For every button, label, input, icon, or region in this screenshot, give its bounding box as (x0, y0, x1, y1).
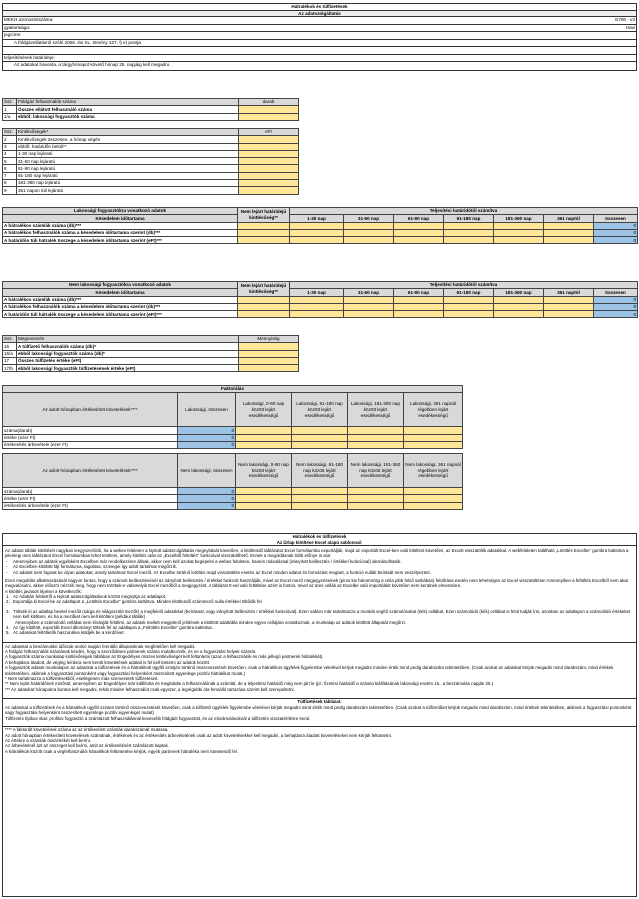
legal-value-row (2, 40, 637, 48)
table-row: A hátralékos számlák száma (db)*** 0 (4, 296, 637, 302)
input-cell[interactable] (292, 495, 348, 502)
input-cell[interactable] (239, 136, 299, 143)
table-row: 9 361 napon túli lejáratú (3, 187, 299, 194)
list-item: - Amennyiben az adatok egyébként Excelben már rendelkezésre állnak, akkor nem kell azokat begépelni a webes felületen, hanem másolással (irányított beillesztés / értékkel funkcióval) idemásolhatók. (6, 558, 402, 564)
input-cell[interactable] (544, 237, 594, 244)
input-cell[interactable] (290, 303, 344, 310)
input-cell[interactable] (239, 357, 299, 364)
input-cell[interactable] (348, 434, 404, 441)
intro-paragraph: Az adatot tábláit kitöltését nagyban leegyszerűsíti, ha a webes felületen a Nyitott adatszolgáltatás megnyitását követően, a kitöltendő táblázatot Excel formátumba exportálják, majd az exportált Excel-ben való kitöltést követően, az Excelt visszatöltik adatokkal. A webfelületen található „Letöltés Excelbe" gombra kattintva a jelenlegi üres táblázatot Excel formátumban lehet letölteni, amely kitöltés után az „Excelből feltöltés" funkcióval visszatölthető. Ennek a megoldásnak több előnye is van: (5, 548, 629, 559)
table-row: száma(darab) 0 (3, 427, 463, 434)
list-item: 1. Az Adattári felületről a Nyitott adatszolgáltatások között megnyitja az adatlapot. (6, 594, 167, 599)
factoring-title: Faktorálás (3, 386, 463, 393)
period-label: gyakorisága: (4, 24, 31, 30)
table-row: értékesítés árbevétele (ezer Ft) 0 (3, 502, 463, 509)
total-cell: 0 (594, 303, 638, 310)
table-row: 1/a ebből: lakossági fogyasztók száma (3, 113, 299, 120)
notes-block: Az adatokat a beszámolási időszak utolsó napján fennálló állapotoknak megfelelően kell megadni. A földgáz felhasználók számának kérdés, hogy a szerződéses partnerek száma mutatkozzék, és ne a fogyasztási helyek számát. A fogyasztók száma munkalap kintlévőségek táblában az Engedélyes összes kintlévőségét kell feltüntetni (azaz a felhasználók és más jellegű partnerek hátralékát). A behajtásra átadott, de végleg leírásra nem került követelések adatait is fel kell tüntetni az adatok között. A fogyasztók adatok munkalapon az adatokat a túlfizetések és a hátralékok ügyfél szintjén történő összevezetését követően, csak a hátralékos ügyfelek figyelembe vételével kérjük megadni minden érték mind pedig darabszám tekintetében. (Csak azokat az adatokat kérjük megadni mind darabszám, mind értékek tekintetében, akiknek a fogyasztási pontonként vagy fogyasztási helyenként összesített egyenlege pozitív hátralékot mutat.) * Nem tartalmazza a túlfizetésekből, esetlegesen más szervezetek túlfizetéseit. ** Nem lejárt határidőnek minősül, amennyiben az Engedélyes már kiállította és megküldte a felhasználónak a számlát, de a teljesítési határidő még nem járt le (pl.: fizetési határidő a számla kiállításának lakossági esetén 15., a beszámolás napján 25.) *** Az adatokat hónapokra bontva kell megadni, tehát minden felhasználót csak egyszer, a legrégebbi óta fennálló tartozása szerint kell szerepeltetni. (3, 642, 636, 692)
table-row: A hátralékos felhasználók száma a késedelem időtartama szerint (db)*** 0 (4, 304, 637, 310)
legal-value: A földgázellátásról szóló 2008. évi XL. törvény 127. § e) pontja (14, 39, 141, 45)
deadline-value-row (2, 62, 637, 71)
period-value: Havi (625, 24, 635, 30)
input-cell[interactable] (544, 311, 594, 318)
input-cell[interactable] (236, 495, 292, 502)
input-cell[interactable] (348, 441, 404, 448)
input-cell[interactable] (290, 237, 344, 244)
input-cell[interactable] (404, 441, 463, 448)
input-cell[interactable] (544, 229, 594, 236)
input-cell[interactable] (344, 229, 394, 236)
list-item: 4. Az így kitöltött, exportált Excel állományt töltsék fel az adatlapra a „Feltöltés Excelbe" gombra kattintva. (6, 624, 213, 630)
input-cell[interactable] (444, 311, 494, 318)
input-cell[interactable] (394, 303, 444, 310)
form-subtitle: Az adatszolgáltatás (2, 10, 637, 17)
input-cell[interactable] (444, 296, 494, 303)
table-row: A határidőn túli hátralék összege a késedelem időtartama szerint (eFt)*** 0 (4, 237, 637, 243)
total-cell: 0 (594, 311, 638, 318)
input-cell[interactable] (236, 502, 292, 509)
list-item: - Az adatok nem fognak be olyan adatokat, amely tartalmaz Excel mezőt. Az Excelbe történő letöltés majd visszatöltés esetén az Excel minden adatot és formázást megtart, a funkció nullák beírását nem veszélyezteti. (6, 569, 431, 575)
nonresidential-arrears-table: Nem lakossági fogyasztókra vonatkozó adatok Nem lejárt határidejű kintlévőség** Teljesítési határidőtől számítva Késedelem időtartama 1-30 nap 31-60 nap 61-90 nap 91-180 nap 181-360 nap 361 naptól összesen A hátralékos számlák száma (db)*** 0 A hátralékos felhasználók száma a késedelem időtartama szerint (db)*** 0 A határidőn túli hátralék összege a késedelem időtartama szerint (eFt)*** 0 (4, 282, 637, 317)
input-cell[interactable] (494, 222, 544, 229)
input-cell[interactable] (404, 502, 463, 509)
input-cell[interactable] (494, 237, 544, 244)
input-cell[interactable] (344, 237, 394, 244)
input-cell[interactable] (544, 222, 594, 229)
col-sor: Ssz. (3, 99, 17, 106)
table-row: száma(darab) 0 (3, 488, 463, 495)
input-cell[interactable] (239, 187, 299, 194)
input-cell[interactable] (344, 222, 394, 229)
table-row: 16/a ebből lakossági fogyasztók száma (db)* (3, 350, 299, 357)
legal-label: jogcíme: (4, 32, 22, 37)
input-cell[interactable] (404, 434, 463, 441)
input-cell[interactable] (444, 303, 494, 310)
input-cell[interactable] (394, 222, 444, 229)
input-cell[interactable] (239, 106, 299, 113)
legal-label-row (2, 32, 637, 40)
input-cell[interactable] (239, 350, 299, 357)
input-cell[interactable] (238, 222, 290, 229)
list-item: 5. Az adatokat feltöltetők haszonálva küldjék be a kérdőívet. (6, 630, 125, 636)
input-cell[interactable] (494, 311, 544, 318)
input-cell[interactable] (239, 113, 299, 120)
osap-label: MEKH azonosítószáma: (4, 17, 54, 22)
list-item: - Az Excelben kitöltött fájl formátuma, tagolása, szövegei így adott tartalmat megőrzik. (6, 564, 177, 570)
input-cell[interactable] (348, 495, 404, 502)
input-cell[interactable] (239, 165, 299, 172)
input-cell[interactable] (236, 488, 292, 495)
input-cell[interactable] (292, 502, 348, 509)
input-cell[interactable] (239, 172, 299, 179)
input-cell[interactable] (238, 303, 290, 310)
overpay-block: Túlfizetések táblázat: Az adatokat a túlfizetések és a hátralékok ügyfél szinten történő összevezetését követően, csak a túlfizető ügyfelek figyelembe vételével kérjük megadni mind érték mind pedig darabszám tekintetében. (Csak azokat a túlfizetőket kérjük megadni mind darabszám, mind értékek tekintetében, akiknek a fogyasztási pontonként vagy fogyasztási helyenként összesített egyenlege pozitív egyenleget mutat) Túlfizetés típikus okai: profilos fogyasztó a számlázott felhasználásnál kevesebb földgázt fogyasztott, és az elszámolásoknál a túlfizetés visszatérítésre kerül. (3, 698, 636, 721)
input-cell[interactable] (444, 237, 494, 244)
footnotes-block: **** A faktorált követelések száma az az értékesített számlák darabszámát mutassa. Az adott hónapban értékesített követelések számának, értékének és az értékesítés árbevételének csak az adott követelésekkel kell megadni, a behajtásra átadott követeléseket nem kérjük feltüntetni. Az értékre a számlák összértékét kell beírni. Az árbevételnél azt az összeget kell beírni, amit az értékesítésért számlázott kaptak. A hátralékok között csak a végfelhasználói hátralékok feltüntetése kérjük, egyéb partnerek hátraléka nem tüntetendő fel. (3, 726, 636, 754)
list-item: 3. Töltsék ki az adatlap bevitel mezőit (sárga és világoszöld mezők) a megfelelő adatokkal (beírással, vagy irányított beillesztés / értékkel funkcióval). Ezen sablon már tartalmazza a munkát segítő számolósokat (kék) cellákat. Ezen számolódó (kék) cellákat is felül tudják írni, azonban az adatlapon a számolódó értékeket nem kell kitölteni, és ha a mezőket nem kell kitölteni (például táblák) (6, 608, 631, 620)
input-cell[interactable] (290, 229, 344, 236)
input-cell[interactable] (239, 143, 299, 150)
input-cell[interactable] (238, 229, 290, 236)
input-cell[interactable] (238, 237, 290, 244)
total-cell: 0 (594, 222, 638, 229)
input-cell[interactable] (494, 303, 544, 310)
period-row (2, 25, 637, 33)
deadline-label: teljesítésének határideje: (4, 54, 55, 60)
total-cell: 0 (594, 229, 638, 236)
input-cell[interactable] (404, 495, 463, 502)
overpayment-table: Ssz. Megnevezés Mennyiség 16 A túlfizető felhasználók száma (db)* 16/a ebből lakossági fogyasztók száma (db)* 17 Összes túlfizetés értéke (eFt) 17/b ebből lakossági fogyasztók túlfizetésének értéke (eFt) (2, 335, 299, 372)
table-row: 1 Összes ellátott felhasználó száma (3, 106, 299, 113)
col-unit: darab (239, 99, 299, 106)
users-table (2, 98, 299, 121)
input-cell[interactable] (348, 427, 404, 434)
input-cell[interactable] (290, 296, 344, 303)
input-cell[interactable] (239, 180, 299, 187)
input-cell[interactable] (238, 296, 290, 303)
table-row: A hátralékos számlák száma (db)*** 0 (4, 222, 637, 228)
input-cell[interactable] (544, 296, 594, 303)
table-row: értéke (ezer Ft) 0 (3, 495, 463, 502)
receivables-table: Ssz. Kintlévőségek* eFt 2 Kintlévőségek összesen, a hónap végén 3 ebből: határidőn belüli** 4 1-30 nap lejáratú 5 31-60 nap lejáratú 6 61-90 nap lejáratú 7 91-180 nap lejáratú 8 181-360 nap lejáratú 9 361 napon túli lejáratú (2, 128, 299, 195)
input-cell[interactable] (236, 441, 292, 448)
residential-arrears-table: Lakossági fogyasztókra vonatkozó adatok Nem lejárt határidejű kintlévőség** Teljesítési határidőtől számítva Késedelem időtartama 1-30 nap 31-60 nap 61-90 nap 91-180 nap 181-360 nap 361 naptól összesen A hátralékos számlák száma (db)*** 0 A hátralékos felhasználók száma a késedelem időtartama szerint (db)*** 0 A határidőn túli hátralék összege a késedelem időtartama szerint (eFt)*** 0 (4, 208, 637, 243)
table-row: 16 A túlfizető felhasználók száma (db)* (3, 343, 299, 350)
instructions-box: Hátralékok és túlfizetések Az Űrlap kitöltése Excel alapú sablonnal: Az adatot tábláit kitöltését nagyban leegyszerűsíti, ha a webes felületen a Nyitott adatszolgáltatás megnyitását követően, a kitöltendő táblázatot Excel formátumba exportálják, majd az exportált Excel-ben való kitöltést követően, az Excelt visszatöltik adatokkal. A webfelületen található „Letöltés Excelbe" gombra kattintva a jelenlegi üres táblázatot Excel formátumban lehet letölteni, amely kitöltés után az „Excelből feltöltés" funkcióval visszatölthető. Ennek a megoldásnak több előnye is van: - Amennyiben az adatok egyébként Excelben már rendelkezésre állnak, akkor nem kell azokat begépelni a webes felületen, hanem másolással (irányított beillesztés / értékkel funkcióval) idemásolhatók. - Az Excelben kitöltött fájl formátuma, tagolása, szövegei így adott tartalmat megőrzik. - Az adatok nem fognak be olyan adatokat, amely tartalmaz Excel mezőt. Az Excelbe történő letöltés majd visszatöltés esetén az Excel minden adatot és formázást megtart, a funkció nullák beírását nem veszélyezteti. Ezen megoldás alkalmazásánál nagyon fontos, hogy a számok beillesztésénél az irányított beillesztés / értékkel funkciót használják, mivel az Excel mező megjegyzéseinek (piros kis háromszög a cella jobb felső sarkában) felülírása esetén nem lehetséges az Excel visszatöltése! Amennyiben a feltöltés Excelből nem akar megvalósulni, akkor először nézzék meg, hogy nem töröltek-e valamelyik Excel mezőből a megjegyzést. A táblázat 0-val való feltöltése azért is fontos, mivel az üres cellák az Excelbe való importálást követően nem kerülnek elmentésre. A kitöltés javasolt lépései a következők: 1. Az Adattári felületről a Nyitott adatszolgáltatások között megnyitja az adatlapot. 2. Exportálja ki Excel-be az adatlapot a „Letöltés Excelbe" gombra kattintva. Minden kitöltendő számmező nulla értékkel töltődik fel. 3. Töltsék ki az adatlap bevitel mezőit (sárga és világoszöld mezők) a megfelelő adatokkal (beírással, vagy irányított beillesztés / értékkel funkcióval). Ezen sablon már tartalmazza a munkát segítő számolósokat (kék) cellákat. Ezen számolódó (kék) cellákat is felül tudják írni, azonban az adatlapon a számolódó értékeket nem kell kitölteni, és ha a mezőket nem kell kitölteni (például táblák) Amennyiben a számolódó cellákat nem kívánják felülírni, az adatok mellett megjelenő jelölések a kitöltött adattábla minden egyes cellájára vonatkoznak, a munkalap az adatok kitöltött állapotát megőrzi. 4. Az így kitöltött, exportált Excel állományt töltsék fel az adatlapra a „Feltöltés Excelbe" gombra kattintva. 5. Az adatokat feltöltetők haszonálva küldjék be a kérdőívet. Az adatokat a beszámolási időszak utolsó napján fennálló állapotoknak megfelelően kell megadni. A földgáz felhasználók számának kérdés, hogy a szerződéses partnerek száma mutatkozzék, és ne a fogyasztási helyek számát. A fogyasztók száma munkalap kintlévőségek táblában az Engedélyes összes kintlévőségét kell feltüntetni (azaz a felhasználók és más jellegű partnerek hátralékát). A behajtásra átadott, de végleg leírásra nem került követelések adatait is fel kell tüntetni az adatok között. A fogyasztók adatok munkalapon az adatokat a túlfizetések és a hátralékok ügyfél szintjén történő összevezetését követően, csak a hátralékos ügyfelek figyelembe vételével kérjük megadni minden érték mind pedig darabszám tekintetében. (Csak azokat az adatokat kérjük megadni mind darabszám, mind értékek tekintetében, akiknek a fogyasztási pontonként vagy fogyasztási helyenként összesített egyenlege pozitív hátralékot mutat.) * Nem tartalmazza a túlfizetésekből, esetlegesen más szervezetek túlfizetéseit. ** Nem lejárt határidőnek minősül, amennyiben az Engedélyes már kiállította és megküldte a felhasználónak a számlát, de a teljesítési határidő még nem járt le (pl.: fizetési határidő a számla kiállításának lakossági esetén 15., a beszámolás napján 25.) *** Az adatokat hónapokra bontva kell megadni, tehát minden felhasználót csak egyszer, a legrégebbi óta fennálló tartozása szerint kell szerepeltetni. Túlfizetések táblázat: Az adatokat a túlfizetések és a hátralékok ügyfél szinten történő összevezetését követően, csak a túlfizető ügyfelek figyelembe vételével kérjük megadni mind érték mind pedig darabszám tekintetében. (Csak azokat a túlfizetőket kérjük megadni mind darabszám, mind értékek tekintetében, akiknek a fogyasztási pontonként vagy fogyasztási helyenként összesített egyenlege pozitív egyenleget mutat) Túlfizetés típikus okai: profilos fogyasztó a számlázott felhasználásnál kevesebb földgázt fogyasztott, és az elszámolásoknál a túlfizetés visszatérítésre kerül. **** A faktorált követelések száma az az értékesített számlák darabszámát mutassa. Az adott hónapban értékesített követelések számának, értékének és az értékesítés árbevételének csak az adott követelésekkel kell megadni, a behajtásra átadott követeléseket nem kérjük feltüntetni. Az értékre a számlák összértékét kell beírni. Az árbevételnél azt az összeget kell beírni, amit az értékesítésért számlázott kaptak. A hátralékok között csak a végfelhasználói hátralékok feltüntetése kérjük, egyéb partnerek hátraléka nem tüntetendő fel. (2, 533, 637, 897)
input-cell[interactable] (239, 150, 299, 157)
total-cell: 0 (594, 237, 638, 244)
input-cell[interactable] (238, 311, 290, 318)
input-cell[interactable] (404, 488, 463, 495)
table-row: A határidőn túli hátralék összege a késedelem időtartama szerint (eFt)*** 0 (4, 311, 637, 317)
input-cell[interactable] (348, 488, 404, 495)
input-cell[interactable] (290, 222, 344, 229)
input-cell[interactable] (494, 296, 544, 303)
input-cell[interactable] (290, 311, 344, 318)
input-cell[interactable] (348, 502, 404, 509)
input-cell[interactable] (394, 311, 444, 318)
input-cell[interactable] (394, 296, 444, 303)
form-header (2, 3, 637, 71)
input-cell[interactable] (239, 365, 299, 372)
input-cell[interactable] (494, 229, 544, 236)
table-row: 17 Összes túlfizetés értéke (eFt) (3, 357, 299, 364)
table-row: 2 Kintlévőségek összesen, a hónap végén (3, 136, 299, 143)
input-cell[interactable] (444, 222, 494, 229)
input-cell[interactable] (292, 434, 348, 441)
input-cell[interactable] (344, 311, 394, 318)
list-item: 2. Exportálja ki Excel-be az adatlapot a „Letöltés Excelbe" gombra kattintva. Minden kitöltendő számmező nulla értékkel töltődik fel. (6, 599, 263, 605)
factoring-table: Faktorálás Az adott hónapban értékesített követelések**** Lakossági, összesen Lakossági, 0-90 nap között lejárt esedékességű Lakossági, 91-180 nap között lejárt esedékességű Lakossági, 181-360 nap között lejárt esedékességű Lakossági, 361 napnál régebben lejárt esedékességű száma(darab) 0 értéke (ezer Ft) 0 értékesítés árbevétele (ezer Ft) 0 Az adott hónapban értékesített követelések**** Nem lakossági, összesen Nem lakossági, 0-90 nap között lejárt esedékességű Nem lakossági, 91-180 nap között lejárt esedékességű Nem lakossági, 181-360 nap között lejárt esedékességű Nem lakossági, 361 napnál régebben lejárt esedékességű száma(darab) 0 értéke (ezer Ft) 0 értékesítés árbevétele (ezer Ft) 0 (4, 386, 461, 509)
deadline-value: Az adatokat havonta, a tárgyhónapot követő hónap 25. napjáig kell megadni. (14, 62, 171, 67)
input-cell[interactable] (239, 158, 299, 165)
input-cell[interactable] (394, 237, 444, 244)
osap-row (2, 17, 637, 25)
input-cell[interactable] (292, 488, 348, 495)
table-row: 7 91-180 nap lejáratú (3, 172, 299, 179)
total-cell: 0 (594, 296, 638, 303)
table-row: értékesítés árbevétele (ezer Ft) 0 (3, 441, 463, 448)
input-cell[interactable] (236, 427, 292, 434)
input-cell[interactable] (239, 343, 299, 350)
input-cell[interactable] (394, 229, 444, 236)
table-row: 4 1-30 nap lejáratú (3, 150, 299, 157)
input-cell[interactable] (292, 427, 348, 434)
input-cell[interactable] (404, 427, 463, 434)
input-cell[interactable] (292, 441, 348, 448)
table-row: 8 181-360 nap lejáratú (3, 180, 299, 187)
table-row: 6 61-90 nap lejáratú (3, 165, 299, 172)
input-cell[interactable] (544, 303, 594, 310)
table-row: 3 ebből: határidőn belüli** (3, 143, 299, 150)
deadline-label-row (2, 55, 637, 63)
input-cell[interactable] (344, 303, 394, 310)
input-cell[interactable] (444, 229, 494, 236)
osap-value: G780 - v3 (614, 17, 635, 22)
input-cell[interactable] (344, 296, 394, 303)
input-cell[interactable] (236, 434, 292, 441)
table-row: 5 31-60 nap lejáratú (3, 158, 299, 165)
spacer (2, 47, 637, 55)
table-row: értéke (ezer Ft) 0 (3, 434, 463, 441)
form-title: Hátralékok és túlfizetések (2, 3, 637, 10)
table-row: 17/b ebből lakossági fogyasztók túlfizetésének értéke (eFt) (3, 365, 299, 372)
col-name: Földgáz felhasználók száma (17, 99, 239, 106)
table-row: A hátralékos felhasználók száma a késedelem időtartama szerint (db)*** 0 (4, 230, 637, 236)
